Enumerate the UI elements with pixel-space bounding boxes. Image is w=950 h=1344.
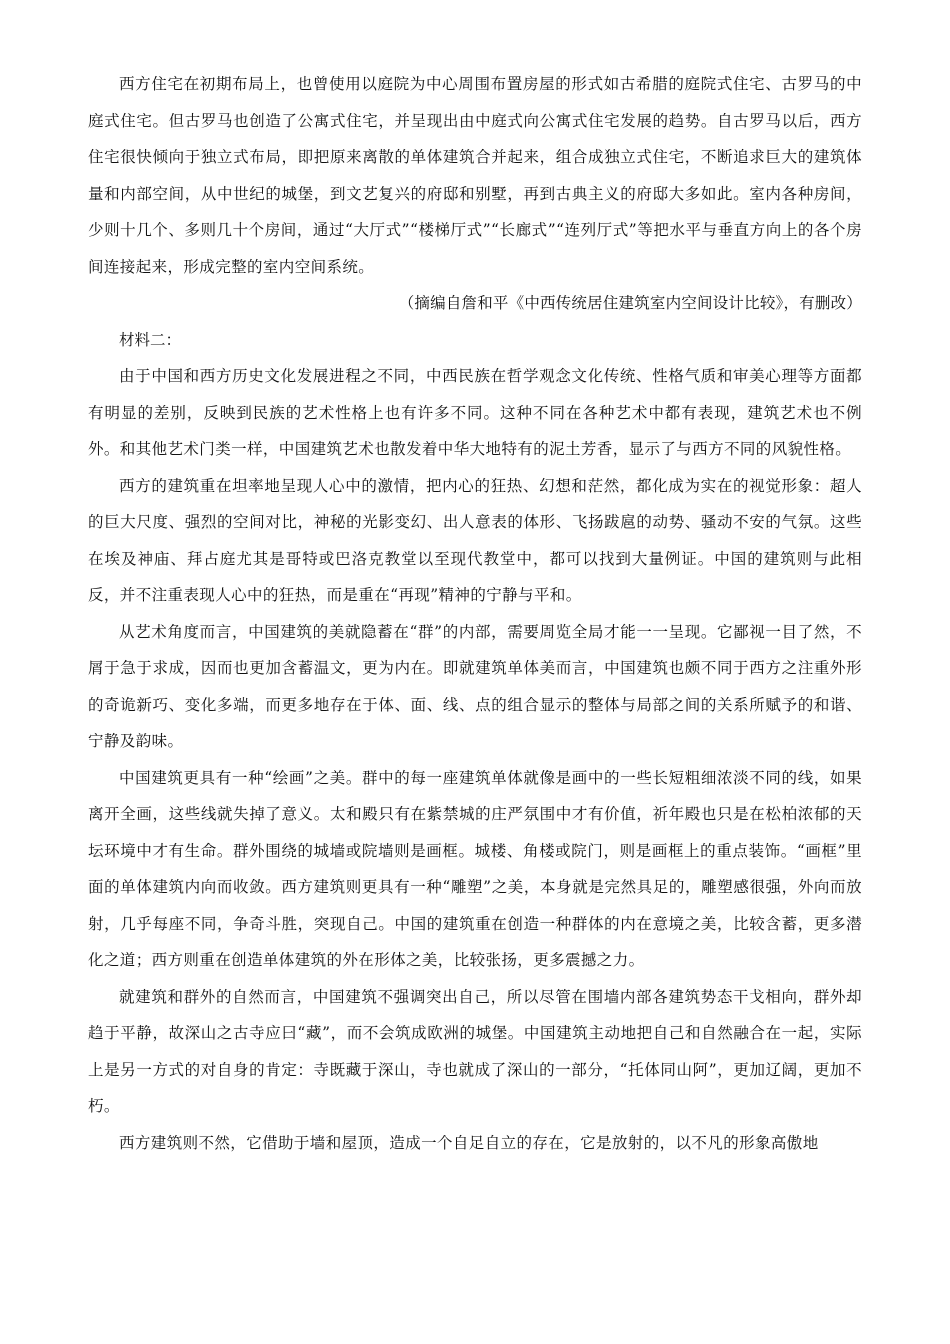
- material-2-heading: 材料二：: [119, 330, 182, 349]
- document-body: [88, 66, 862, 1161]
- paragraph-western-contrast: 西方建筑则不然，它借助于墙和屋顶，造成一个自足自立的存在，它是放射的，以不凡的形象高傲地: [119, 1133, 819, 1152]
- paragraph-cultural-differences: 由于中国和西方历史文化发展进程之不同，中西民族在哲学观念文化传统、性格气质和审美心理等方面都有明显的差别，反映到民族的艺术性格上也有许多不同。这种不同在各种艺术中都有表现，建筑艺术也不例外。和其他艺术门类一样，中国建筑艺术也散发着中华大地特有的泥土芳香，显示了与西方不同的风貌性格。: [88, 367, 862, 458]
- paragraph-western-residence: 西方住宅在初期布局上，也曾使用以庭院为中心周围布置房屋的形式如古希腊的庭院式住宅、古罗马的中庭式住宅。但古罗马也创造了公寓式住宅，并呈现出由中庭式向公寓式住宅发展的趋势。自古罗马以后，西方住宅很快倾向于独立式布局，即把原来离散的单体建筑合并起来，组合成独立式住宅，不断追求巨大的建筑体量和内部空间，从中世纪的城堡，到文艺复兴的府邸和别墅，再到古典主义的府邸大多如此。室内各种房间，少则十几个、多则几十个房间，通过“大厅式”“楼梯厅式”“长廊式”“连列厅式”等把水平与垂直方向上的各个房间连接起来，形成完整的室内空间系统。: [88, 75, 862, 276]
- paragraph-painting-beauty: 中国建筑更具有一种“绘画”之美。群中的每一座建筑单体就像是画中的一些长短粗细浓淡不同的线，如果离开全画，这些线就失掉了意义。太和殿只有在紫禁城的庄严氛围中才有价值，祈年殿也只是在松柏浓郁的天坛环境中才有生命。群外围绕的城墙或院墙则是画框。城楼、角楼或院门，则是画框上的重点装饰。“画框”里面的单体建筑内向而收敛。西方建筑则更具有一种“雕塑”之美，本身就是完然具足的，雕塑感很强，外向而放射，几乎每座不同，争奇斗胜，突现自己。中国的建筑重在创造一种群体的内在意境之美，比较含蓄，更多潜化之道；西方则重在创造单体建筑的外在形体之美，比较张扬，更多震撼之力。: [88, 768, 862, 969]
- paragraph-nature: 就建筑和群外的自然而言，中国建筑不强调突出自己，所以尽管在围墙内部各建筑势态干戈相向，群外却趋于平静，故深山之古寺应曰“藏”，而不会筑成欧洲的城堡。中国建筑主动地把自己和自然融合在一起，实际上是另一方式的对自身的肯定：寺既藏于深山，寺也就成了深山的一部分，“托体同山阿”，更加辽阔，更加不朽。: [88, 987, 862, 1115]
- source-citation: （摘编自詹和平《中西传统居住建筑室内空间设计比较》，有删改）: [398, 294, 862, 312]
- paragraph-western-passion: 西方的建筑重在坦率地呈现人心中的激情，把内心的狂热、幻想和茫然，都化成为实在的视觉形象：超人的巨大尺度、强烈的空间对比，神秘的光影变幻、出人意表的体形、飞扬跋扈的动势、骚动不安的气氛。这些在埃及神庙、拜占庭尤其是哥特或巴洛克教堂以至现代教堂中，都可以找到大量例证。中国的建筑则与此相反，并不注重表现人心中的狂热，而是重在“再现”精神的宁静与平和。: [88, 476, 862, 604]
- paragraph-group-beauty: 从艺术角度而言，中国建筑的美就隐蓄在“群”的内部，需要周览全局才能一一呈现。它鄙视一目了然，不屑于急于求成，因而也更加含蓄温文，更为内在。即就建筑单体美而言，中国建筑也颇不同于西方之注重外形的奇诡新巧、变化多端，而更多地存在于体、面、线、点的组合显示的整体与局部之间的关系所赋予的和谐、宁静及韵味。: [88, 622, 862, 750]
